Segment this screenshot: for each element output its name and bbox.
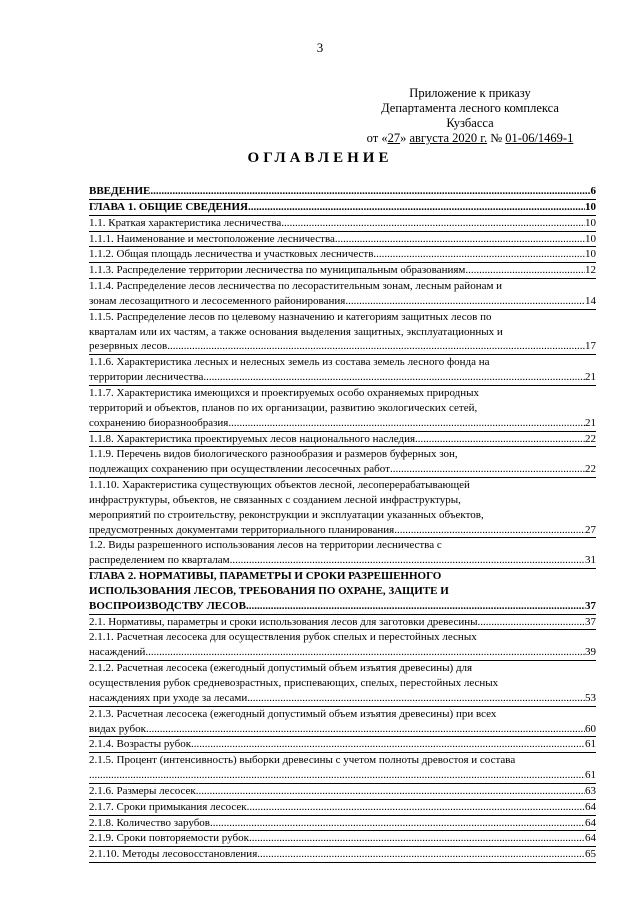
toc-entry-line: 2.1.5. Процент (интенсивность) выборки древесины с учетом полноты древостоя и состава bbox=[89, 754, 516, 767]
toc-entry-title: 2.1.8. Количество зарубов bbox=[89, 816, 210, 829]
toc-entry-title: 2.1.7. Сроки примыкания лесосек bbox=[89, 800, 247, 813]
toc-entry-last-line bbox=[89, 847, 596, 862]
toc-entry-title: распределением по кварталам bbox=[89, 554, 230, 567]
toc-entry[interactable] bbox=[89, 263, 596, 279]
toc-page-number: 61 bbox=[585, 769, 596, 782]
toc-entry-title: 1.1.3. Распределение территории лесничества по муниципальным образованиям bbox=[89, 264, 466, 277]
toc-page-number: 64 bbox=[585, 800, 596, 813]
dot-leader bbox=[249, 831, 585, 846]
header-line-2: Департамента лесного комплекса bbox=[381, 101, 559, 115]
date-prefix: от « bbox=[366, 131, 388, 145]
toc-entry[interactable] bbox=[89, 279, 596, 310]
toc-entry[interactable] bbox=[89, 200, 596, 216]
toc-page-number: 31 bbox=[585, 554, 596, 567]
toc-entry-last-line bbox=[89, 462, 596, 477]
toc-entry-last-line bbox=[89, 339, 596, 354]
toc-entry-last-line bbox=[89, 416, 596, 431]
toc-entry-title: насаждений bbox=[89, 646, 146, 659]
toc-entry[interactable] bbox=[89, 538, 596, 569]
toc-page-number: 12 bbox=[585, 264, 596, 277]
toc-entry[interactable] bbox=[89, 615, 596, 631]
toc-entry[interactable] bbox=[89, 753, 596, 784]
toc-page-number: 10 bbox=[585, 200, 596, 213]
toc-entry[interactable] bbox=[89, 784, 596, 800]
toc-page-number: 10 bbox=[585, 248, 596, 261]
toc-page-number: 60 bbox=[585, 722, 596, 735]
toc-entry-last-line bbox=[89, 263, 596, 278]
dot-leader bbox=[203, 370, 585, 385]
toc-page-number: 37 bbox=[585, 615, 596, 628]
dot-leader bbox=[415, 432, 585, 447]
toc-entry-last-line bbox=[89, 553, 596, 568]
toc-entry-last-line bbox=[89, 645, 596, 660]
toc-entry-title: резервных лесов bbox=[89, 340, 168, 353]
toc-page-number: 14 bbox=[585, 294, 596, 307]
toc-entry-title: сохранению биоразнообразия bbox=[89, 416, 229, 429]
toc-entry-last-line bbox=[89, 691, 596, 706]
toc-entry[interactable] bbox=[89, 630, 596, 661]
dot-leader bbox=[196, 784, 585, 799]
toc-entry-title: насаждениях при уходе за лесами bbox=[89, 691, 248, 704]
toc-entry[interactable] bbox=[89, 310, 596, 356]
toc-entry-last-line bbox=[89, 768, 596, 783]
toc-entry-last-line bbox=[89, 432, 596, 447]
dot-leader bbox=[257, 847, 585, 862]
toc-entry-title: ГЛАВА 1. ОБЩИЕ СВЕДЕНИЯ bbox=[89, 200, 248, 213]
toc-entry-line: 1.1.7. Характеристика имеющихся и проектируемых особо охраняемых природных bbox=[89, 386, 480, 399]
toc-entry-last-line bbox=[89, 216, 596, 231]
toc-entry[interactable] bbox=[89, 355, 596, 386]
date-day: 27 bbox=[387, 131, 401, 145]
toc-entry-line: 1.1.5. Распределение лесов по целевому назначению и категориям защитных лесов по bbox=[89, 310, 492, 323]
toc-entry-last-line bbox=[89, 184, 596, 199]
dot-leader bbox=[167, 339, 585, 354]
toc-entry-last-line bbox=[89, 232, 596, 247]
order-number: 01-06/1469-1 bbox=[505, 131, 574, 145]
toc-entry-line: мероприятий по строительству, реконструкции и эксплуатации указанных объектов, bbox=[89, 508, 484, 521]
toc-entry-title: 1.1.1. Наименование и местоположение лесничества bbox=[89, 232, 335, 245]
toc-page-number: 22 bbox=[585, 463, 596, 476]
toc-entry-last-line bbox=[89, 523, 596, 538]
toc-entry-line: ГЛАВА 2. НОРМАТИВЫ, ПАРАМЕТРЫ И СРОКИ РАЗРЕШЕННОГО bbox=[89, 570, 442, 583]
dot-leader bbox=[465, 263, 585, 278]
toc-entry[interactable] bbox=[89, 847, 596, 863]
toc-entry-line: ИСПОЛЬЗОВАНИЯ ЛЕСОВ, ТРЕБОВАНИЯ ПО ОХРАНЕ, ЗАЩИТЕ И bbox=[89, 584, 449, 597]
toc-entry-title: территории лесничества bbox=[89, 371, 204, 384]
toc-page-number: 6 bbox=[590, 185, 596, 197]
page-number: 3 bbox=[316, 40, 324, 55]
dot-leader bbox=[246, 599, 585, 614]
toc-entry-last-line bbox=[89, 722, 596, 737]
toc-entry-line: 1.1.4. Распределение лесов лесничества по лесорастительным зонам, лесным районам и bbox=[89, 280, 503, 293]
toc-entry-title: ВОСПРОИЗВОДСТВУ ЛЕСОВ bbox=[89, 599, 246, 612]
toc-entry[interactable] bbox=[89, 216, 596, 232]
toc-page-number: 64 bbox=[585, 832, 596, 845]
toc-entry-last-line bbox=[89, 737, 596, 752]
dot-leader bbox=[335, 232, 585, 247]
toc-entry-title: предусмотренных документами территориального планирования bbox=[89, 523, 395, 536]
dot-leader bbox=[281, 216, 585, 231]
toc-entry[interactable] bbox=[89, 447, 596, 478]
toc-entry[interactable] bbox=[89, 247, 596, 263]
date-month-year: августа 2020 г. bbox=[409, 131, 488, 145]
toc-entry-line: 1.1.10. Характеристика существующих объектов лесной, лесоперерабатывающей bbox=[89, 479, 470, 492]
toc-entry-title: 2.1.9. Сроки повторяемости рубок bbox=[89, 832, 249, 845]
toc-entry-line: осуществления рубок средневозрастных, приспевающих, спелых, перестойных лесных bbox=[89, 677, 499, 689]
toc-entry-title: 1.1. Краткая характеристика лесничества bbox=[89, 216, 282, 229]
toc-entry-title: 2.1.10. Методы лесовосстановления bbox=[89, 848, 258, 861]
toc-entry[interactable] bbox=[89, 816, 596, 832]
toc-entry-title: 2.1.6. Размеры лесосек bbox=[89, 784, 196, 797]
number-sign: № bbox=[487, 131, 506, 145]
toc-entry-last-line bbox=[89, 800, 596, 815]
toc-entry[interactable] bbox=[89, 386, 596, 432]
toc-entry-line: 2.1.3. Расчетная лесосека (ежегодный допустимый объем изъятия древесины) при всех bbox=[89, 707, 497, 720]
toc-page-number: 64 bbox=[585, 816, 596, 829]
toc-page-number: 21 bbox=[585, 416, 596, 429]
toc-entry-title: 2.1.4. Возрасты рубок bbox=[89, 738, 192, 751]
toc-entry[interactable] bbox=[89, 432, 596, 448]
toc-page-number: 53 bbox=[585, 691, 596, 704]
dot-leader bbox=[247, 800, 585, 815]
toc-entry-line: территорий и объектов, планов по их организации, развитию экологических сетей, bbox=[89, 401, 478, 414]
toc-page-number: 27 bbox=[585, 523, 596, 536]
toc-entry-line: кварталам или их частям, а также основания выделения защитных, эксплуатационных и bbox=[89, 325, 503, 338]
toc-entry-title: 2.1. Нормативы, параметры и сроки использования лесов для заготовки древесины bbox=[89, 615, 478, 628]
order-date-line bbox=[360, 131, 580, 146]
dot-leader bbox=[191, 737, 585, 752]
toc-entry[interactable] bbox=[89, 800, 596, 816]
toc-entry[interactable] bbox=[89, 569, 596, 615]
toc-entry[interactable] bbox=[89, 184, 596, 200]
toc-page-number: 65 bbox=[585, 848, 596, 861]
dot-leader bbox=[247, 691, 585, 706]
toc-title: ОГЛАВЛЕНИЕ bbox=[247, 150, 393, 166]
date-mid: » bbox=[400, 131, 410, 145]
toc-entry-last-line bbox=[89, 599, 596, 614]
toc-entry-last-line bbox=[89, 200, 596, 215]
toc-entry-title: зонам лесозащитного и лесосеменного районирования bbox=[89, 294, 346, 307]
toc-entry-title: видах рубок bbox=[89, 722, 146, 735]
toc-page-number: 63 bbox=[585, 784, 596, 797]
dot-leader bbox=[210, 816, 585, 831]
toc-page-number: 22 bbox=[585, 432, 596, 445]
toc-entry-title: подлежащих сохранению при осуществлении лесосечных работ bbox=[89, 463, 390, 476]
header-line-1: Приложение к приказу bbox=[409, 86, 531, 100]
dot-leader bbox=[478, 615, 585, 630]
toc-page-number: 61 bbox=[585, 738, 596, 751]
toc-entry-last-line bbox=[89, 784, 596, 799]
dot-leader bbox=[248, 200, 585, 215]
toc-entry[interactable] bbox=[89, 707, 596, 738]
dot-leader bbox=[228, 416, 585, 431]
dot-leader bbox=[145, 645, 585, 660]
toc-entry-title: 1.1.8. Характеристика проектируемых лесов национального наследия bbox=[89, 432, 416, 445]
toc-entry-last-line bbox=[89, 831, 596, 846]
table-of-contents bbox=[89, 184, 596, 863]
toc-page-number: 21 bbox=[585, 371, 596, 384]
dot-leader bbox=[150, 184, 590, 199]
toc-entry-line: инфраструктуры, объектов, не связанных с созданием лесной инфраструктуры, bbox=[89, 493, 461, 506]
toc-entry-line: 2.1.2. Расчетная лесосека (ежегодный допустимый объем изъятия древесины) для bbox=[89, 662, 473, 675]
toc-entry-title: ВВЕДЕНИЕ bbox=[89, 185, 151, 197]
toc-entry[interactable] bbox=[89, 831, 596, 847]
toc-entry-last-line bbox=[89, 294, 596, 309]
toc-entry-last-line bbox=[89, 370, 596, 385]
toc-entry-line: 1.2. Виды разрешенного использования лесов на территории лесничества с bbox=[89, 539, 442, 552]
dot-leader bbox=[230, 553, 585, 568]
toc-entry-line: 1.1.9. Перечень видов биологического разнообразия и размеров буферных зон, bbox=[89, 448, 458, 461]
toc-entry[interactable] bbox=[89, 661, 596, 707]
dot-leader bbox=[345, 294, 585, 309]
toc-entry-line: 1.1.6. Характеристика лесных и нелесных земель из состава земель лесного фонда на bbox=[89, 356, 490, 369]
dot-leader bbox=[89, 768, 585, 783]
toc-entry[interactable] bbox=[89, 232, 596, 248]
toc-entry-last-line bbox=[89, 247, 596, 262]
toc-page-number: 37 bbox=[585, 599, 596, 612]
toc-entry-line: 2.1.1. Расчетная лесосека для осуществления рубок спелых и перестойных лесных bbox=[89, 631, 477, 644]
dot-leader bbox=[390, 462, 585, 477]
toc-entry-last-line bbox=[89, 615, 596, 630]
dot-leader bbox=[394, 523, 585, 538]
document-header bbox=[360, 86, 580, 146]
header-line-3: Кузбасса bbox=[446, 116, 494, 130]
toc-entry[interactable] bbox=[89, 478, 596, 538]
toc-entry[interactable] bbox=[89, 737, 596, 753]
toc-page-number: 17 bbox=[585, 340, 596, 353]
toc-page-number: 39 bbox=[585, 646, 596, 659]
toc-page-number: 10 bbox=[585, 232, 596, 245]
toc-entry-last-line bbox=[89, 816, 596, 831]
toc-page-number: 10 bbox=[585, 216, 596, 229]
toc-entry-title: 1.1.2. Общая площадь лесничества и участковых лесничеств bbox=[89, 248, 374, 261]
dot-leader bbox=[146, 722, 585, 737]
dot-leader bbox=[373, 247, 585, 262]
